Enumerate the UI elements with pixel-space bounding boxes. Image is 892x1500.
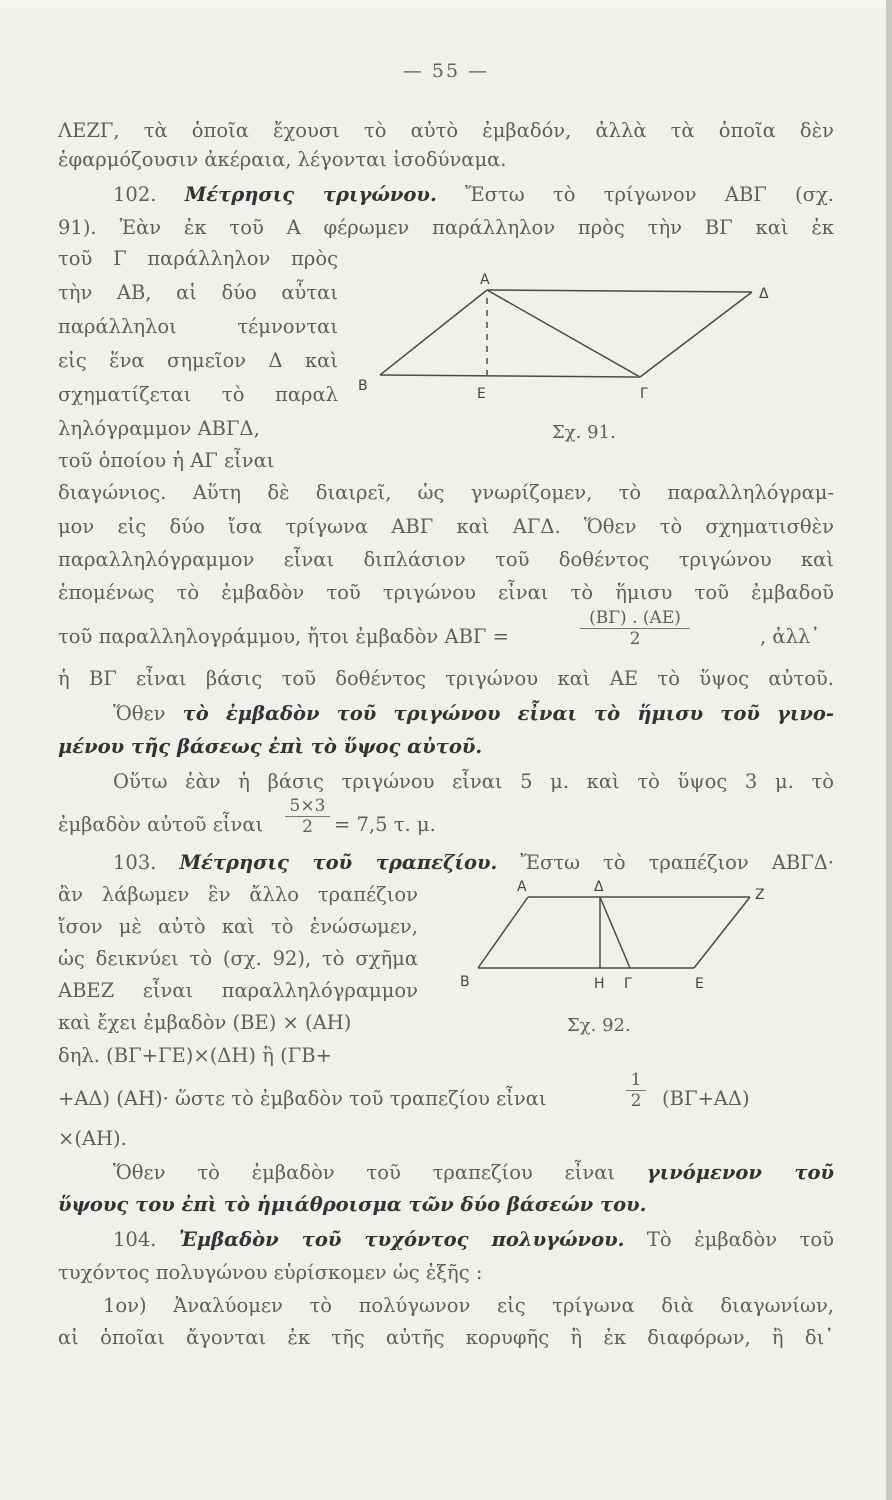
fig92-line (600, 897, 630, 968)
fig92-label-G: Γ (624, 976, 632, 992)
fig91-line (487, 290, 752, 292)
side-text-line: παράλληλοι τέμνονται (58, 315, 338, 338)
figure-91-caption: Σχ. 91. (552, 422, 616, 443)
example-fraction (285, 796, 330, 837)
rule-start: Ὅθεν (113, 702, 166, 725)
fig92-label-Z: Z (755, 887, 765, 903)
side-text-line: εἰς ἕνα σημεῖον Δ καὶ (58, 349, 338, 372)
text-line: τυχόντος πολυγώνου εὑρίσκομεν ὡς ἑξῆς : (58, 1261, 483, 1284)
side-text-line: ὡς δεικνύει τὸ (σχ. 92), τὸ σχῆμα (58, 947, 418, 970)
section-title: Μέτρησις τριγώνου. (184, 183, 437, 206)
rule-bold: τὸ ἐμβαδὸν τοῦ τριγώνου εἶναι τὸ ἥμισυ τοῦ γινο- (165, 702, 834, 725)
text-line: μον εἰς δύο ἴσα τρίγωνα ΑΒΓ καὶ ΑΓΔ. Ὅθεν τὸ σχηματισθὲν (58, 515, 834, 538)
trapezoid-fraction (626, 1070, 646, 1111)
side-text-line: ΑΒΕΖ εἶναι παραλληλόγραμμον (58, 979, 418, 1002)
formula-line-left: τοῦ παραλληλογράμμου, ἤτοι ἐμβαδὸν ΑΒΓ = (58, 625, 509, 648)
section-number: 104. (113, 1228, 157, 1251)
rule-bold-line: ὕψους του ἐπὶ τὸ ἡμιάθροισμα τῶν δύο βάσεών του. (58, 1193, 647, 1216)
fraction-denominator: 2 (580, 628, 690, 649)
section-number: 103. (113, 851, 157, 874)
text-line: Οὕτω ἐὰν ἡ βάσις τριγώνου εἶναι 5 μ. καὶ τὸ ὕψος 3 μ. τὸ (113, 770, 834, 793)
fraction-denominator: 2 (626, 1090, 646, 1111)
section-heading-rest: Ἔστω τὸ τραπέζιον ΑΒΓΔ· (497, 851, 835, 874)
text-line: 91). Ἐὰν ἐκ τοῦ Α φέρωμεν παράλληλον πρὸς τὴν ΒΓ καὶ ἐκ (58, 216, 834, 239)
rule-line (113, 701, 834, 727)
example-left: ἐμβαδὸν αὐτοῦ εἶναι (58, 813, 264, 836)
page-number: — 55 — (402, 60, 490, 82)
section-104-heading (113, 1227, 834, 1253)
text-line: ἑπομένως τὸ ἐμβαδὸν τοῦ τριγώνου εἶναι τὸ ἥμισυ τοῦ ἐμβαδοῦ (58, 581, 834, 604)
fig92-label-H: H (594, 976, 605, 992)
page-right-edge (886, 0, 892, 1500)
fraction-numerator: 1 (630, 1070, 642, 1090)
rule-bold: γινόμενον τοῦ (646, 1161, 835, 1184)
side-text-line: σχηματίζεται τὸ παραλ (58, 383, 338, 406)
figure-92-caption: Σχ. 92. (567, 1015, 631, 1036)
example-right: = 7,5 τ. μ. (334, 813, 436, 836)
section-title: Ἐμβαδὸν τοῦ τυχόντος πολυγώνου. (178, 1228, 625, 1251)
rule-lead: Ὅθεν τὸ ἐμβαδὸν τοῦ τραπεζίου εἶναι (113, 1161, 616, 1184)
section-heading-rest: Τὸ ἐμβαδὸν τοῦ (624, 1228, 835, 1251)
section-title: Μέτρησις τοῦ τραπεζίου. (179, 851, 498, 874)
text-line: αἱ ὁποῖαι ἄγονται ἐκ τῆς αὐτῆς κορυφῆς ἢ ἐκ διαφόρων, ἢ δι᾽ (58, 1326, 834, 1349)
text-line: ἡ ΒΓ εἶναι βάσις τοῦ δοθέντος τριγώνου καὶ ΑΕ τὸ ὕψος αὐτοῦ. (58, 667, 834, 690)
side-text-line: τοῦ ὁποίου ἡ ΑΓ εἶναι (58, 449, 275, 472)
fig92-label-B: B (460, 974, 470, 990)
fig91-label-D: Δ (759, 286, 769, 302)
fraction-denominator: 2 (285, 816, 330, 837)
trapezoid-formula-right: (ΒΓ+ΑΔ) (662, 1087, 750, 1110)
fig92-label-E: E (695, 976, 704, 992)
text-line: 1ον) Ἀναλύομεν τὸ πολύγωνον εἰς τρίγωνα διὰ διαγωνίων, (103, 1294, 834, 1317)
formula-fraction (580, 608, 690, 649)
fig91-line (640, 292, 752, 377)
fig92-line (694, 897, 750, 968)
side-text-line: δηλ. (ΒΓ+ΓΕ)×(ΔΗ) ἢ (ΓΒ+ (58, 1044, 332, 1067)
fig91-line (380, 375, 640, 377)
fig91-label-A: A (480, 272, 490, 288)
fraction-numerator: 5×3 (289, 796, 326, 816)
section-number: 102. (113, 183, 157, 206)
side-text-line: τοῦ Γ παράλληλον πρὸς (58, 247, 338, 270)
fig92-line (478, 897, 528, 968)
section-103-heading (113, 850, 834, 876)
formula-line-right: , ἀλλ᾽ (760, 625, 821, 648)
fig91-label-B: B (358, 378, 368, 394)
fig92-label-A: A (517, 879, 527, 895)
text-line: διαγώνιος. Αὕτη δὲ διαιρεῖ, ὡς γνωρίζομεν, τὸ παραλληλόγραμ- (58, 481, 834, 504)
fig92-label-D: Δ (594, 879, 604, 895)
fig91-label-G: Γ (640, 386, 648, 402)
section-heading-rest: Ἔστω τὸ τρίγωνον ΑΒΓ (σχ. (436, 183, 834, 206)
text-line: ×(ΑΗ). (58, 1127, 127, 1150)
fig91-line (380, 290, 487, 375)
side-text-line: ληλόγραμμον ΑΒΓΔ, (58, 417, 260, 440)
page-top-edge (0, 0, 892, 8)
side-text-line: τὴν ΑΒ, αἱ δύο αὗται (58, 281, 338, 304)
side-text-line: ἴσον μὲ αὐτὸ καὶ τὸ ἑνώσωμεν, (58, 915, 418, 938)
text-line: ΛΕΖΓ, τὰ ὁποῖα ἔχουσι τὸ αὐτὸ ἐμβαδόν, ἀλλὰ τὰ ὁποῖα δὲν (58, 119, 834, 142)
text-line: ἐφαρμόζουσιν ἀκέραια, λέγονται ἰσοδύναμα. (58, 148, 507, 171)
fig91-line (487, 290, 640, 377)
rule-line (113, 1160, 834, 1186)
side-text-line: καὶ ἔχει ἐμβαδὸν (ΒΕ) × (ΑΗ) (58, 1011, 352, 1034)
fraction-numerator: (ΒΓ) . (ΑΕ) (589, 608, 681, 628)
fig91-label-E: E (477, 386, 486, 402)
trapezoid-formula-left: +ΑΔ) (ΑΗ)· ὥστε τὸ ἐμβαδὸν τοῦ τραπεζίου εἶναι (58, 1087, 547, 1110)
side-text-line: ἂν λάβωμεν ἓν ἄλλο τραπέζιον (58, 883, 418, 906)
text-line: παραλληλόγραμμον εἶναι διπλάσιον τοῦ δοθέντος τριγώνου καὶ (58, 548, 834, 571)
section-102-heading (113, 182, 834, 208)
rule-bold-line: μένου τῆς βάσεως ἐπὶ τὸ ὕψος αὐτοῦ. (58, 735, 483, 758)
